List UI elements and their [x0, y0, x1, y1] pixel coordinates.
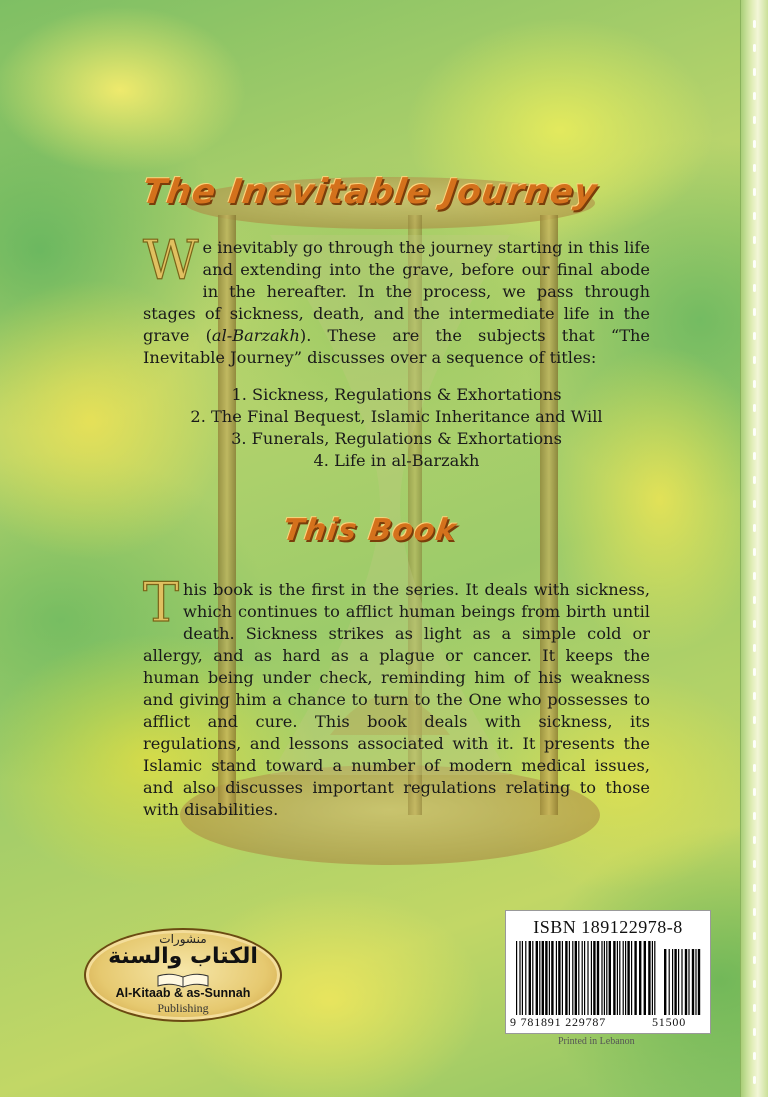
barcode-bar [606, 941, 607, 1015]
spine-dot [753, 644, 756, 652]
barcode-bar [516, 941, 517, 1015]
barcode-bar [572, 941, 573, 1015]
spine-dot [753, 356, 756, 364]
spine-dot [753, 1052, 756, 1060]
barcode-bar [695, 949, 696, 1015]
spine-dot [753, 1028, 756, 1036]
spine-dot [753, 92, 756, 100]
barcode-bar [619, 941, 620, 1015]
spine-dot [753, 476, 756, 484]
barcode-bar [617, 941, 618, 1015]
spine-dot [753, 284, 756, 292]
publisher-arabic-name: الكتاب والسنة [108, 944, 258, 969]
barcode-bar [558, 941, 560, 1015]
spine-dot [753, 236, 756, 244]
spine-dot [753, 44, 756, 52]
barcode-bar [692, 949, 694, 1015]
list-item: 1. Sickness, Regulations & Exhortations [231, 385, 562, 404]
barcode-bar [609, 941, 611, 1015]
spine-dot [753, 500, 756, 508]
barcode-bar [685, 949, 687, 1015]
spine-dot [753, 836, 756, 844]
barcode-bar [627, 941, 629, 1015]
list-item: 4. Life in al-Barzakh [313, 451, 480, 470]
barcode-bar [593, 941, 595, 1015]
barcode-bar [575, 941, 577, 1015]
barcode-bar [639, 941, 641, 1015]
barcode-bar [529, 941, 531, 1015]
spine-dot [753, 1004, 756, 1012]
spine-dot [753, 956, 756, 964]
spine-dot [753, 980, 756, 988]
barcode-bar [604, 941, 605, 1015]
barcode-bar [556, 941, 557, 1015]
barcode-bar [522, 941, 523, 1015]
spine-dot [753, 932, 756, 940]
spine-dot [753, 812, 756, 820]
barcode-bar [669, 949, 670, 1015]
spine-dot [753, 428, 756, 436]
book-text: his book is the first in the series. It deals with sickness, which continues to afflict human beings from birth until death. Sickness strikes as light as a simple cold or allergy, and as hard as a plague or cancer. It keeps the human being under check, reminding him of his weakness and giving him a chance to turn to the One who possesses to afflict and cure. This book deals with sickness, its regulations, and lessons associated with it. It presents the Islamic stand toward a number of modern medical issues, and also discusses important regulations relating to those with disabilities. [143, 580, 650, 819]
barcode-digits-main: 9 781891 229787 [510, 1015, 606, 1029]
barcode-bar [678, 949, 679, 1015]
barcode-bars [516, 941, 702, 1015]
spine-dot [753, 212, 756, 220]
spine-dot [753, 188, 756, 196]
spine-dot [753, 764, 756, 772]
barcode-bar [525, 941, 526, 1015]
spine-dot [753, 548, 756, 556]
spine-dot [753, 380, 756, 388]
spine-dot [753, 572, 756, 580]
barcode-bar [569, 941, 570, 1015]
spine-dot [753, 860, 756, 868]
spine-dot [753, 1076, 756, 1084]
barcode-bar [698, 949, 700, 1015]
spine-dot [753, 884, 756, 892]
spine-dot [753, 308, 756, 316]
barcode-bar [536, 941, 538, 1015]
spine-dot [753, 140, 756, 148]
barcode-bar [549, 941, 550, 1015]
spine-dot [753, 404, 756, 412]
barcode-bar [674, 949, 676, 1015]
barcode-bar [672, 949, 673, 1015]
barcode-bar [597, 941, 599, 1015]
spine-dot [753, 260, 756, 268]
list-item: 2. The Final Bequest, Islamic Inheritance and Will [190, 407, 603, 426]
intro-paragraph [143, 229, 650, 369]
barcode-bar [591, 941, 592, 1015]
barcode-bar [578, 941, 579, 1015]
barcode-bar [664, 949, 666, 1015]
spine-dot [753, 332, 756, 340]
book-spine [740, 0, 768, 1097]
barcode-bar [634, 941, 636, 1015]
spine-dot [753, 788, 756, 796]
spine-dot [753, 524, 756, 532]
spine-dot [753, 620, 756, 628]
barcode-bar [631, 941, 632, 1015]
spine-dot [753, 908, 756, 916]
intro-text: e inevitably go through the journey starting in this life and extending into the grave, before our final abode in the hereafter. In the process, we pass through stages of sickness, death, and the intermediate life in the grave ( [143, 238, 650, 345]
spine-dot [753, 20, 756, 28]
barcode-bar [623, 941, 624, 1015]
intro-dropcap: W [143, 229, 199, 292]
barcode-bar [542, 941, 544, 1015]
spine-dot [753, 692, 756, 700]
barcode-bar [644, 941, 646, 1015]
barcode-bar [565, 941, 567, 1015]
spine-dot [753, 452, 756, 460]
spine-dot [753, 740, 756, 748]
spine-dot [753, 164, 756, 172]
barcode-digits-price: 51500 [652, 1015, 686, 1029]
barcode-bar [539, 941, 540, 1015]
barcode-bar [654, 941, 655, 1015]
barcode-bar [652, 941, 653, 1015]
barcode-bar [545, 941, 547, 1015]
printed-in-note: Printed in Lebanon [558, 1036, 635, 1047]
barcode-bar [519, 941, 520, 1015]
barcode-bar [625, 941, 626, 1015]
publisher-arabic-subtitle: منشورات [159, 932, 207, 946]
barcode-bar [601, 941, 602, 1015]
spine-dot [753, 596, 756, 604]
book-paragraph [143, 571, 650, 821]
section-heading: This Book [280, 513, 460, 548]
barcode-bar [688, 949, 689, 1015]
publisher-logo [84, 928, 282, 1022]
barcode-bar [562, 941, 563, 1015]
book-dropcap: T [143, 571, 180, 634]
barcode-bar [582, 941, 583, 1015]
barcode-bar [584, 941, 585, 1015]
titles-list [143, 384, 650, 472]
publisher-subtitle: Publishing [157, 1001, 209, 1015]
publisher-name: Al-Kitaab & as-Sunnah [115, 986, 251, 1000]
barcode-bar [613, 941, 615, 1015]
barcode-bar [532, 941, 533, 1015]
isbn-barcode [505, 910, 711, 1034]
spine-dot [753, 68, 756, 76]
spine-dot [753, 668, 756, 676]
barcode-bar [551, 941, 553, 1015]
barcode-bar [648, 941, 650, 1015]
intro-italic-term: al-Barzakh [211, 326, 300, 345]
barcode-bar [681, 949, 682, 1015]
intro-text-after: ). These are the subjects that “The Inevitable Journey” discusses over a sequence of titles: [143, 326, 650, 367]
spine-dot [753, 716, 756, 724]
isbn-label: ISBN 189122978-8 [533, 917, 683, 937]
list-item: 3. Funerals, Regulations & Exhortations [231, 429, 562, 448]
spine-dot [753, 116, 756, 124]
barcode-bar [587, 941, 588, 1015]
series-title: The Inevitable Journey [139, 172, 601, 212]
